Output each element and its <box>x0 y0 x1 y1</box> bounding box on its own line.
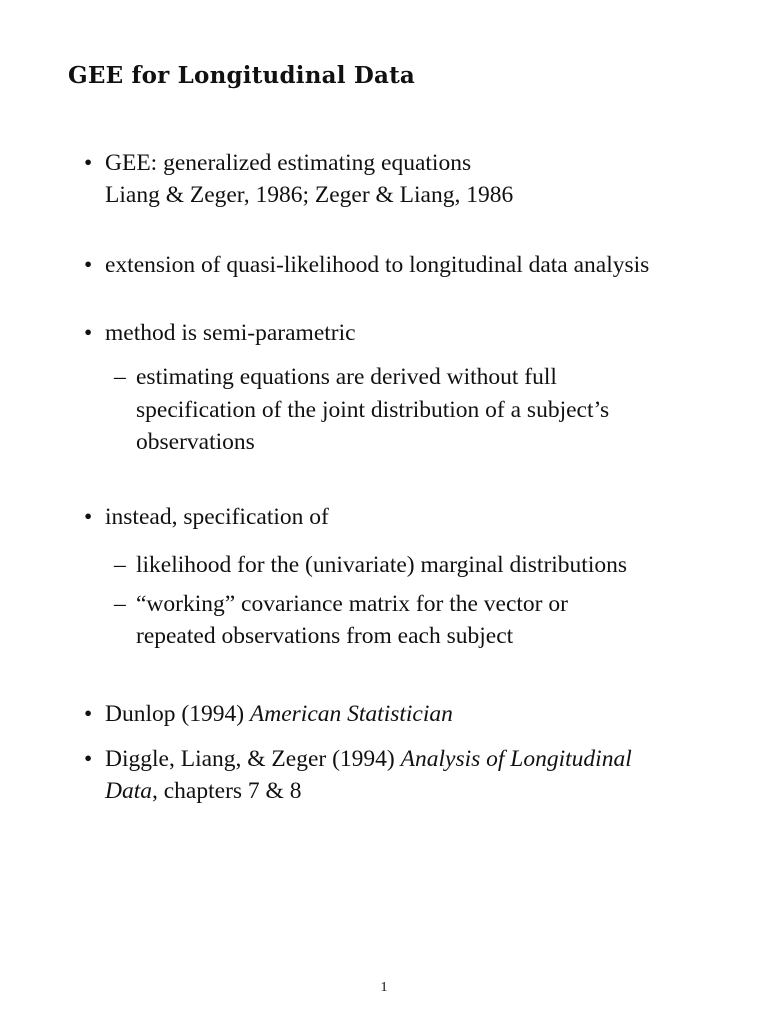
sub-bullet-likelihood-line-1: likelihood for the (univariate) marginal distributions <box>136 552 627 578</box>
sub-bullet-marker: – <box>114 552 126 578</box>
bullet-marker: • <box>84 320 93 346</box>
sub-bullet-estimating-line-1: estimating equations are derived without full <box>136 364 557 390</box>
bullet-semiparametric-line-1: method is semi-parametric <box>105 320 356 346</box>
sub-bullet-working-line-2: repeated observations from each subject <box>136 623 514 649</box>
bullet-diggle-line-1 <box>105 743 632 775</box>
bullet-marker: • <box>84 150 93 176</box>
bullet-dunlop-line-1 <box>105 698 453 730</box>
reference-author: Dunlop (1994) <box>105 701 250 727</box>
bullet-gee-line-2: Liang & Zeger, 1986; Zeger & Liang, 1986 <box>105 182 514 208</box>
bullet-marker: • <box>84 504 93 530</box>
bullet-marker: • <box>84 746 93 772</box>
bullet-marker: • <box>84 252 93 278</box>
reference-author: Diggle, Liang, & Zeger (1994) <box>105 746 401 772</box>
sub-bullet-working-line-1: “working” covariance matrix for the vector or <box>136 591 568 617</box>
sub-bullet-estimating-line-3: observations <box>136 429 255 455</box>
reference-book-title: Analysis of Longitudinal <box>400 746 632 772</box>
sub-bullet-marker: – <box>114 364 126 390</box>
bullet-marker: • <box>84 701 93 727</box>
bullet-diggle-line-2 <box>105 775 301 807</box>
sub-bullet-estimating-line-2: specification of the joint distribution of a subject’s <box>136 397 610 423</box>
sub-bullet-marker: – <box>114 591 126 617</box>
bullet-extension-line-1: extension of quasi-likelihood to longitudinal data analysis <box>105 252 650 278</box>
reference-book-title: Data <box>105 778 152 804</box>
reference-chapters: , chapters 7 & 8 <box>152 778 302 804</box>
bullet-instead-line-1: instead, specification of <box>105 504 329 530</box>
reference-journal: American Statistician <box>249 701 453 727</box>
bullet-gee-line-1: GEE: generalized estimating equations <box>105 150 472 176</box>
page-number: 1 <box>380 980 388 995</box>
page-title: GEE for Longitudinal Data <box>68 62 416 89</box>
